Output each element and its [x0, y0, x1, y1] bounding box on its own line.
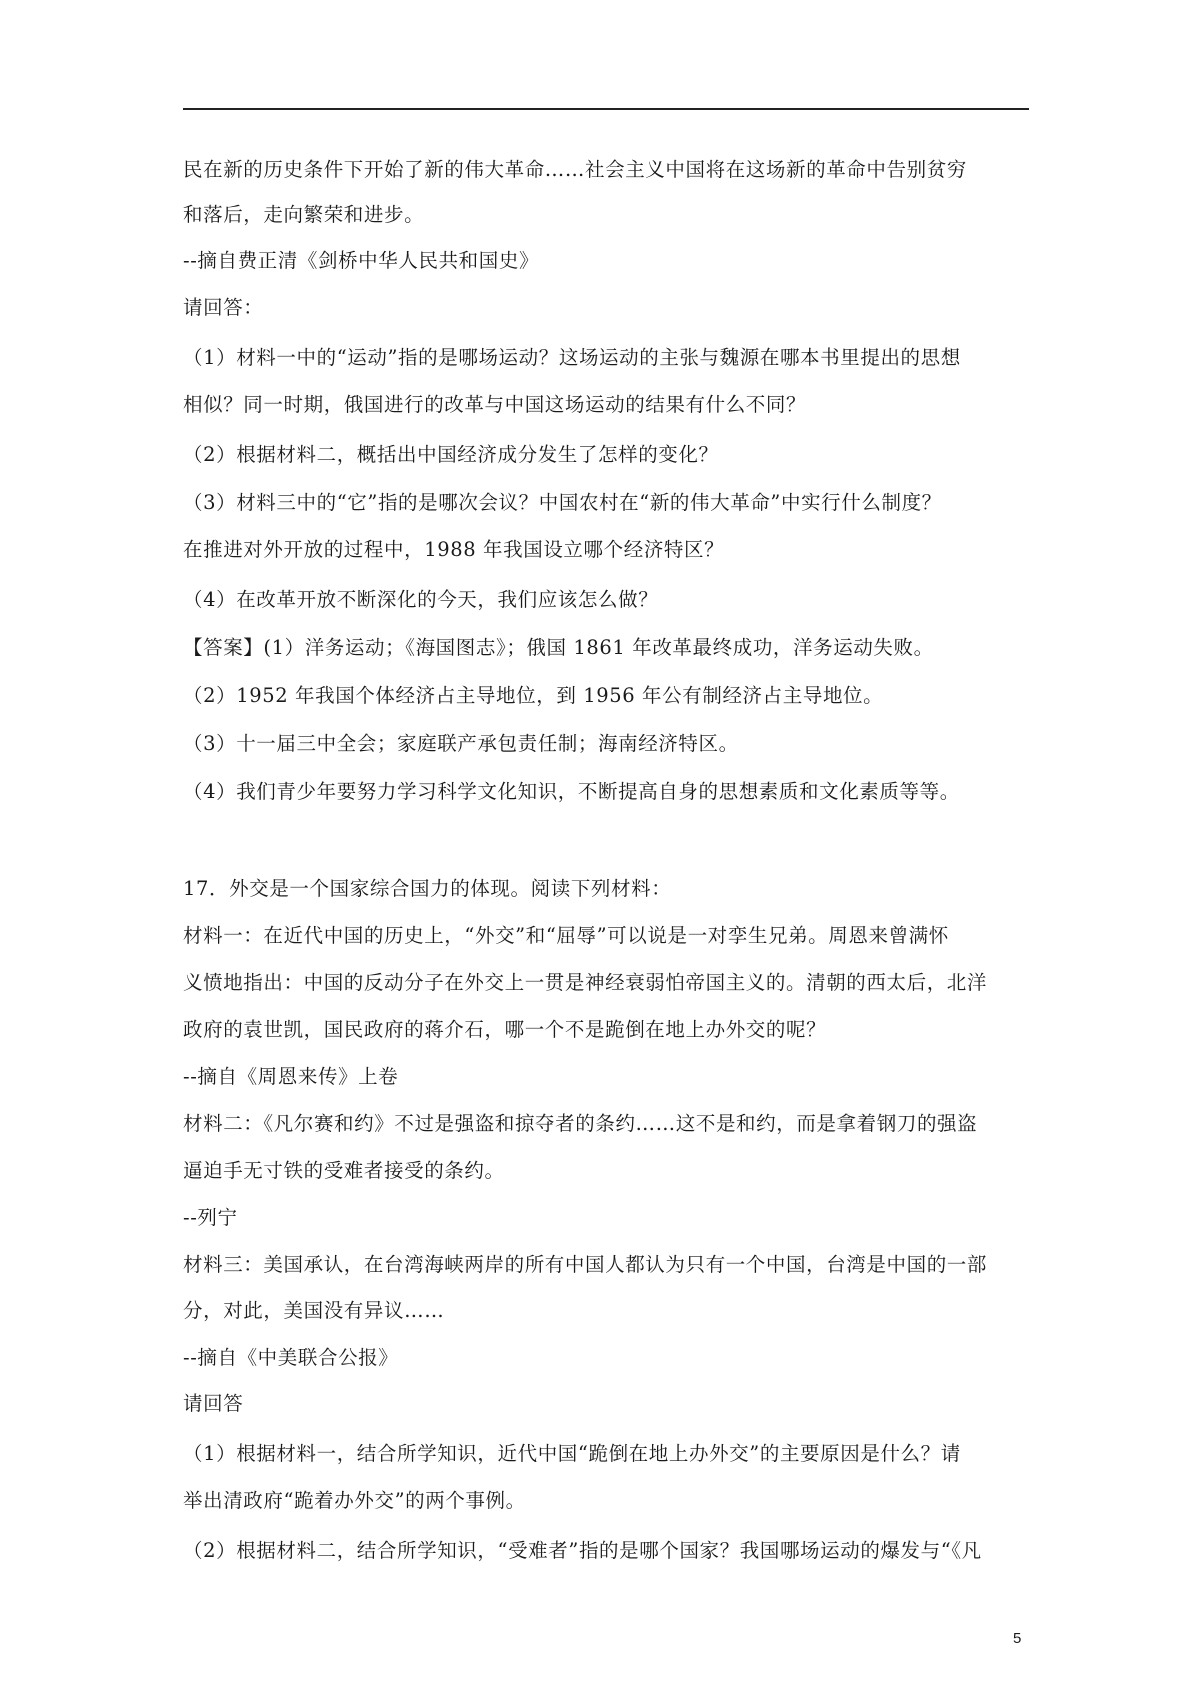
source-citation: --摘自《中美联合公报》 [183, 1346, 399, 1369]
question-line: （1）材料一中的“运动”指的是哪场运动？这场运动的主张与魏源在哪本书里提出的思想 [183, 346, 961, 369]
source-citation: --摘自费正清《剑桥中华人民共和国史》 [183, 249, 540, 272]
prompt-label: 请回答 [183, 1392, 244, 1415]
answer-line: （2）1952 年我国个体经济占主导地位，到 1956 年公有制经济占主导地位。 [183, 684, 884, 707]
answer-line: 【答案】(1）洋务运动；《海国图志》；俄国 1861 年改革最终成功，洋务运动失败。 [183, 636, 934, 659]
answer-line: （3）十一届三中全会；家庭联产承包责任制；海南经济特区。 [183, 732, 739, 755]
answer-line: （4）我们青少年要努力学习科学文化知识，不断提高自身的思想素质和文化素质等等。 [183, 780, 960, 803]
question-line: 相似？同一时期，俄国进行的改革与中国这场运动的结果有什么不同？ [183, 393, 807, 416]
text-line: 和落后，走向繁荣和进步。 [183, 203, 425, 226]
header-rule [183, 108, 1029, 110]
source-citation: --摘自《周恩来传》上卷 [183, 1065, 399, 1088]
question-line: 在推进对外开放的过程中，1988 年我国设立哪个经济特区？ [183, 538, 725, 561]
material-line: 逼迫手无寸铁的受难者接受的条约。 [183, 1159, 505, 1182]
question-heading: 17．外交是一个国家综合国力的体现。阅读下列材料： [183, 877, 672, 900]
question-line: （3）材料三中的“它”指的是哪次会议？中国农村在“新的伟大革命”中实行什么制度？ [183, 491, 942, 514]
material-line: 政府的袁世凯，国民政府的蒋介石，哪一个不是跪倒在地上办外交的呢？ [183, 1018, 827, 1041]
question-line: （4）在改革开放不断深化的今天，我们应该怎么做？ [183, 588, 659, 611]
text-line: 民在新的历史条件下开始了新的伟大革命……社会主义中国将在这场新的革命中告别贫穷 [183, 158, 967, 181]
question-line: 举出清政府“跪着办外交”的两个事例。 [183, 1489, 526, 1512]
material-line: 材料三：美国承认，在台湾海峡两岸的所有中国人都认为只有一个中国，台湾是中国的一部 [183, 1253, 988, 1276]
question-line: （1）根据材料一，结合所学知识，近代中国“跪倒在地上办外交”的主要原因是什么？请 [183, 1442, 961, 1465]
material-line: 材料二：《凡尔赛和约》不过是强盗和掠夺者的条约……这不是和约，而是拿着钢刀的强盗 [183, 1112, 978, 1135]
source-citation: --列宁 [183, 1206, 238, 1229]
question-line: （2）根据材料二，概括出中国经济成分发生了怎样的变化？ [183, 443, 719, 466]
prompt-label: 请回答： [183, 296, 264, 319]
question-line: （2）根据材料二，结合所学知识，“受难者”指的是哪个国家？我国哪场运动的爆发与“《凡 [183, 1539, 982, 1562]
material-line: 分，对此，美国没有异议…… [183, 1299, 445, 1322]
material-line: 材料一：在近代中国的历史上，“外交”和“屈辱”可以说是一对孪生兄弟。周恩来曾满怀 [183, 924, 949, 947]
page-number: 5 [1013, 1630, 1022, 1647]
material-line: 义愤地指出：中国的反动分子在外交上一贯是神经衰弱怕帝国主义的。清朝的西太后，北洋 [183, 971, 988, 994]
